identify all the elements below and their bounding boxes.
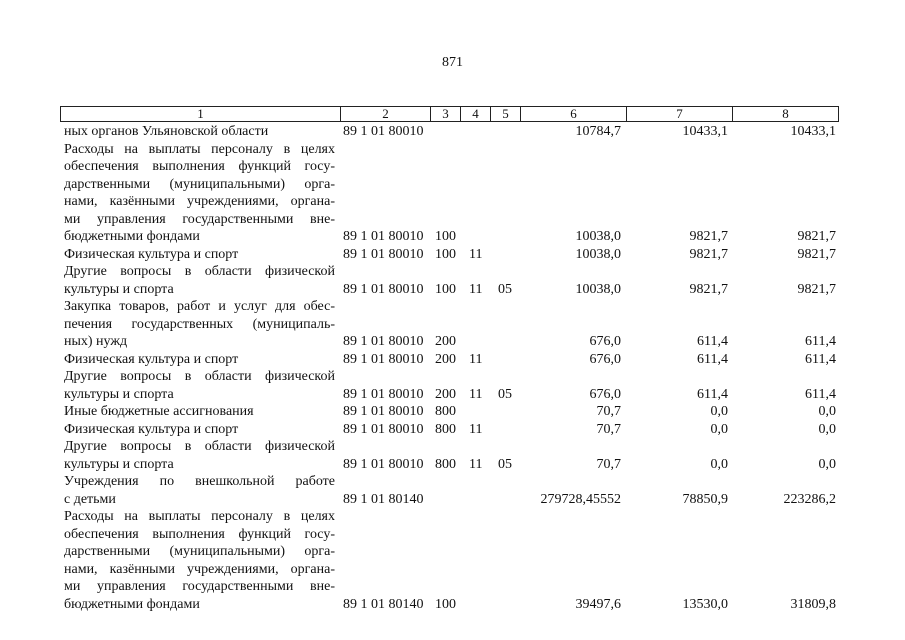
description-line: обеспечения выполнения функций госу- [64,526,335,542]
section-code: 11 [469,246,483,262]
description-line: ных органов Ульяновской области [64,124,269,139]
description-line: бюджетными фондами [64,596,200,612]
column-header-5: 5 [490,107,520,121]
amount-column-7: 9821,7 [689,281,728,297]
description-line: Учреждения по внешкольной работе [64,474,335,489]
target-article-code: 89 1 01 80010 [343,124,424,139]
expense-type-code: 200 [435,334,456,349]
description-line: обеспечения выполнения функций госу- [64,159,335,174]
description-line: с детьми [64,491,116,507]
description-line: ми управления государственными вне- [64,579,335,594]
target-article-code: 89 1 01 80140 [343,596,424,612]
expense-type-code: 100 [435,229,456,244]
row-description [60,351,335,369]
description-line: нами, казёнными учреждениями, органа- [64,561,335,577]
subsection-code: 05 [498,456,512,472]
table-row [60,473,839,508]
amount-column-7: 0,0 [710,456,728,472]
amount-column-6: 10784,7 [575,124,621,139]
description-line: Иные бюджетные ассигнования [64,404,254,419]
description-line: культуры и спорта [64,281,174,297]
amount-column-6: 676,0 [589,334,621,349]
column-header-6: 6 [520,107,626,121]
subsection-code: 05 [498,281,512,297]
amount-column-6: 676,0 [589,351,621,367]
row-description [60,123,335,141]
amount-column-8: 9821,7 [797,229,836,244]
section-code: 11 [469,351,483,367]
amount-column-7: 0,0 [710,404,728,419]
expense-type-code: 100 [435,246,456,262]
page-number: 871 [442,55,463,70]
amount-column-7: 9821,7 [689,229,728,244]
amount-column-6: 676,0 [589,386,621,402]
description-line: культуры и спорта [64,456,174,472]
expense-type-code: 800 [435,421,456,437]
amount-column-6: 10038,0 [575,281,621,297]
target-article-code: 89 1 01 80140 [343,491,424,507]
amount-column-8: 223286,2 [783,491,836,507]
target-article-code: 89 1 01 80010 [343,456,424,472]
expense-type-code: 200 [435,351,456,367]
row-description [60,438,335,473]
table-row [60,421,839,439]
amount-column-7: 0,0 [710,421,728,437]
column-header-3: 3 [430,107,460,121]
amount-column-7: 9821,7 [689,246,728,262]
amount-column-8: 0,0 [818,456,836,472]
description-line: Расходы на выплаты персоналу в целях [64,509,335,524]
table-row [60,351,839,369]
amount-column-8: 10433,1 [790,124,836,139]
amount-column-8: 9821,7 [797,281,836,297]
expense-type-code: 800 [435,456,456,472]
table-row [60,263,839,298]
row-description [60,508,335,613]
section-code: 11 [469,386,483,402]
expense-type-code: 200 [435,386,456,402]
description-line: Закупка товаров, работ и услуг для обес- [64,299,335,314]
row-description [60,246,335,264]
row-description [60,421,335,439]
description-line: Расходы на выплаты персоналу в целях [64,141,335,157]
table-row [60,246,839,264]
column-header-2: 2 [340,107,430,121]
description-line: Другие вопросы в области физической [64,264,335,279]
amount-column-8: 611,4 [805,386,836,402]
amount-column-7: 78850,9 [682,491,728,507]
amount-column-6: 70,7 [596,456,621,472]
amount-column-8: 0,0 [818,404,836,419]
column-header-8: 8 [732,107,838,121]
target-article-code: 89 1 01 80010 [343,386,424,402]
amount-column-7: 611,4 [697,386,728,402]
amount-column-6: 70,7 [596,404,621,419]
target-article-code: 89 1 01 80010 [343,404,424,419]
description-line: печения государственных (муниципаль- [64,316,335,332]
description-line: Физическая культура и спорт [64,246,239,262]
amount-column-7: 10433,1 [682,124,728,139]
target-article-code: 89 1 01 80010 [343,229,424,244]
target-article-code: 89 1 01 80010 [343,351,424,367]
row-description [60,141,335,246]
amount-column-8: 31809,8 [790,596,836,612]
target-article-code: 89 1 01 80010 [343,421,424,437]
amount-column-6: 39497,6 [575,596,621,612]
description-line: нами, казёнными учреждениями, органа- [64,194,335,209]
table-row [60,123,839,141]
expense-type-code: 800 [435,404,456,419]
description-line: бюджетными фондами [64,229,200,244]
column-header-1: 1 [197,106,204,121]
description-line: дарственными (муниципальными) орга- [64,176,335,192]
table-body [60,123,839,613]
table-row [60,368,839,403]
expense-type-code: 100 [435,281,456,297]
column-header-4: 4 [460,107,490,121]
amount-column-7: 611,4 [697,351,728,367]
amount-column-6: 10038,0 [575,229,621,244]
section-code: 11 [469,281,483,297]
table-row [60,141,839,246]
row-description [60,403,335,421]
row-description [60,368,335,403]
subsection-code: 05 [498,386,512,402]
section-code: 11 [469,421,483,437]
description-line: Физическая культура и спорт [64,351,239,367]
table-row [60,298,839,351]
target-article-code: 89 1 01 80010 [343,246,424,262]
column-header-7: 7 [626,107,732,121]
description-line: Физическая культура и спорт [64,421,239,437]
description-line: ми управления государственными вне- [64,211,335,227]
row-description [60,298,335,351]
amount-column-8: 0,0 [818,421,836,437]
expense-type-code: 100 [435,596,456,612]
description-line: культуры и спорта [64,386,174,402]
target-article-code: 89 1 01 80010 [343,334,424,349]
description-line: ных) нужд [64,334,128,349]
target-article-code: 89 1 01 80010 [343,281,424,297]
amount-column-6: 10038,0 [575,246,621,262]
table-row [60,508,839,613]
row-description [60,473,335,508]
table-row [60,438,839,473]
description-line: дарственными (муниципальными) орга- [64,544,335,559]
amount-column-6: 279728,45552 [540,491,621,507]
table-row [60,403,839,421]
amount-column-8: 611,4 [805,351,836,367]
amount-column-7: 611,4 [697,334,728,349]
amount-column-8: 611,4 [805,334,836,349]
description-line: Другие вопросы в области физической [64,369,335,384]
section-code: 11 [469,456,483,472]
amount-column-8: 9821,7 [797,246,836,262]
amount-column-7: 13530,0 [682,596,728,612]
table-header [60,106,839,122]
description-line: Другие вопросы в области физической [64,439,335,454]
row-description [60,263,335,298]
amount-column-6: 70,7 [596,421,621,437]
